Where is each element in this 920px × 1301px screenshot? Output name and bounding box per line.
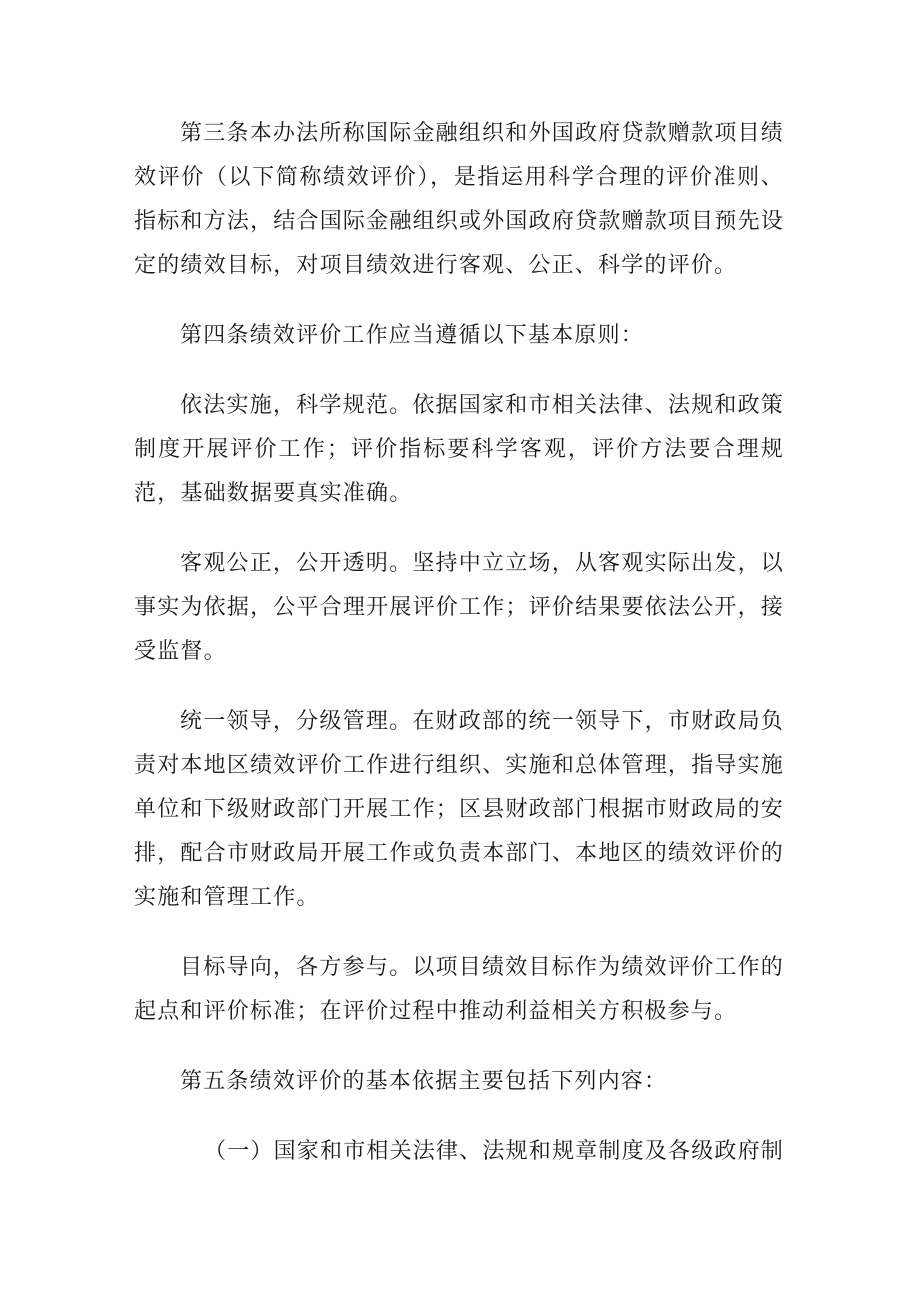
principle-objective-paragraph: 客观公正，公开透明。坚持中立立场，从客观实际出发，以事实为依据，公平合理开展评价工作；评价结果要依法公开，接受监督。 — [134, 551, 784, 664]
document-body — [134, 112, 784, 1200]
article-4-paragraph: 第四条绩效评价工作应当遵循以下基本原则： — [180, 323, 645, 348]
article-3-paragraph: 第三条本办法所称国际金融组织和外国政府贷款赠款项目绩效评价（以下简称绩效评价），是指运用科学合理的评价准则、指标和方法，结合国际金融组织或外国政府贷款赠款项目预先设定的绩效目标，对项目绩效进行客观、公正、科学的评价。 — [134, 121, 784, 278]
principle-unified-paragraph: 统一领导，分级管理。在财政部的统一领导下，市财政局负责对本地区绩效评价工作进行组织、实施和总体管理，指导实施单位和下级财政部门开展工作；区县财政部门根据市财政局的安排，配合市财政局开展工作或负责本部门、本地区的绩效评价的实施和管理工作。 — [134, 709, 784, 910]
article-5-item-1: （一）国家和市相关法律、法规和规章制度及各级政府制 — [204, 1139, 785, 1164]
principle-lawful-paragraph: 依法实施，科学规范。依据国家和市相关法律、法规和政策制度开展评价工作；评价指标要科学客观，评价方法要合理规范，基础数据要真实准确。 — [134, 393, 784, 506]
principle-goal-paragraph: 目标导向，各方参与。以项目绩效目标作为绩效评价工作的起点和评价标准；在评价过程中推动利益相关方积极参与。 — [134, 955, 784, 1024]
article-5-paragraph: 第五条绩效评价的基本依据主要包括下列内容： — [180, 1069, 668, 1094]
